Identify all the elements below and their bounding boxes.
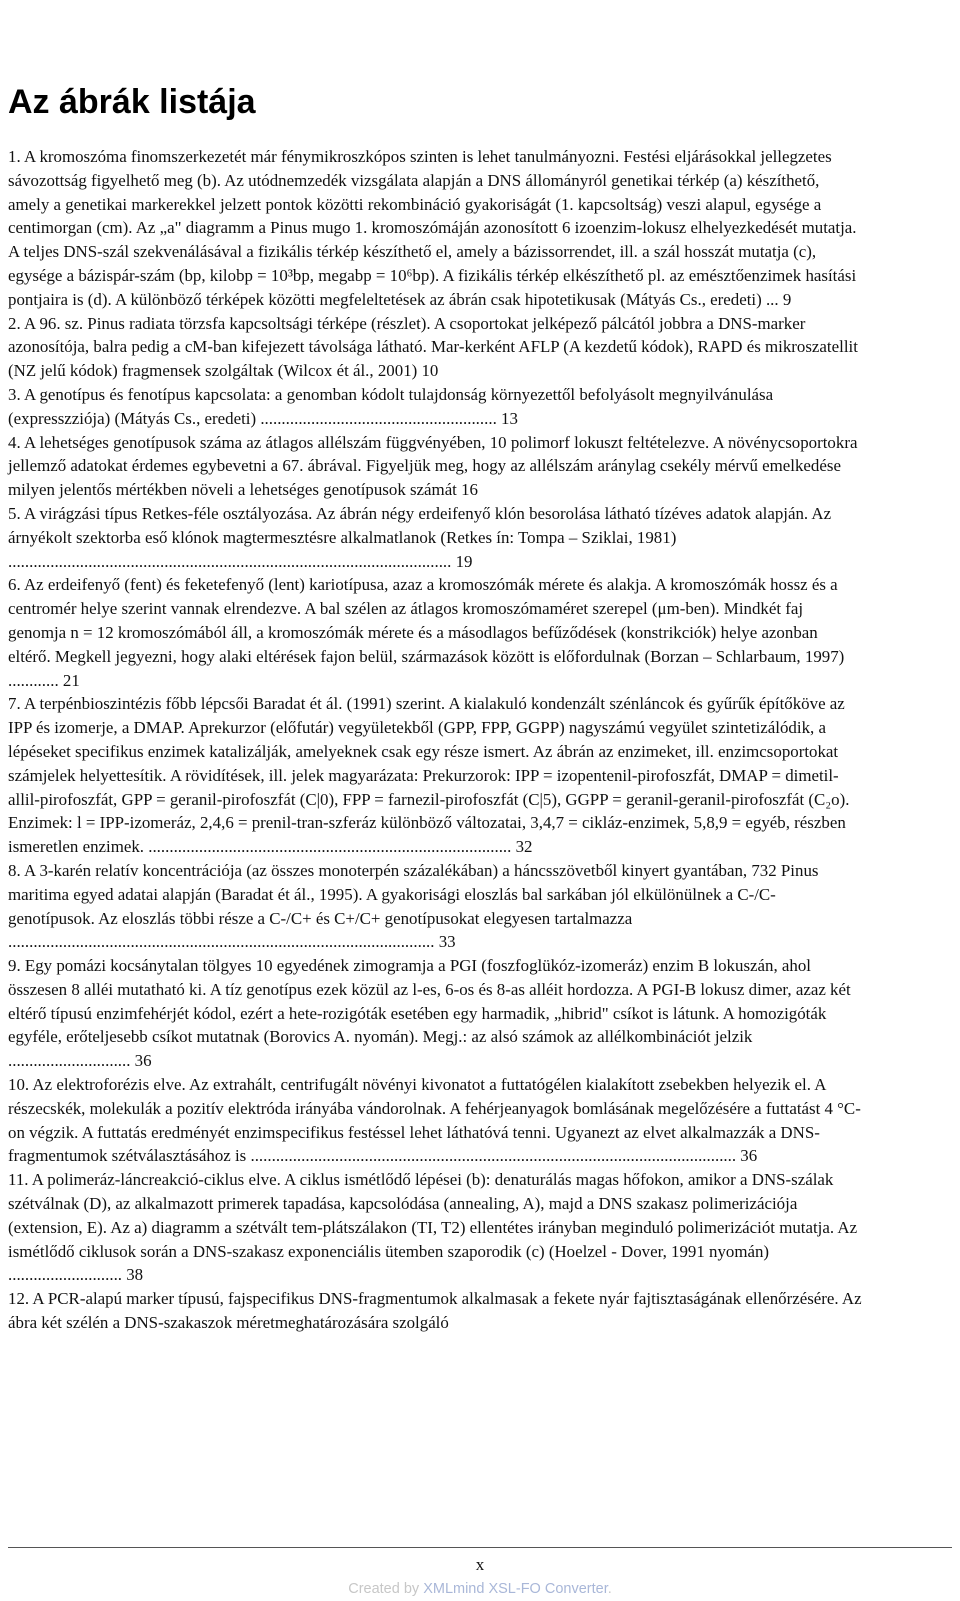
figure-entry-8: 8. A 3-karén relatív koncentrációja (az összes monoterpén százalékában) a háncsszövetből kinyert gyantában, 732 Pinus maritima egyed adatai alapján (Baradat ét ál., 1995). A gyakorisági eloszlás bal sarkában jól elkülönülnek a C-/C- genotípusok. Az eloszlás többi része a C-/C+ és C+/C+ genotípusokat elegyesen tartalmazza ..................................................................................................... 33 bbox=[8, 860, 819, 952]
figure-entry-12: 12. A PCR-alapú marker típusú, fajspecifikus DNS-fragmentumok alkalmasak a fekete nyár fajtisztaságának ellenőrzésére. Az ábra két szélén a DNS-szakaszok méretmeghatározására szolgáló bbox=[8, 1289, 862, 1333]
footer-prefix: Created by bbox=[348, 1581, 424, 1597]
footer-suffix: . bbox=[607, 1581, 612, 1597]
figure-entry-9: 9. Egy pomázi kocsánytalan tölgyes 10 egyedének zimogramja a PGI (foszfoglükóz-izomeráz) enzim B lokuszán, ahol összesen 8 alléi mutatható ki. A tíz genotípus ezek közül az l-es, 6-os és 8-as alléit hordozza. A PGI-B lokusz dimer, azaz két eltérő típusú enzimfehérjét kódol, ezért a hete-rozigóták esetében egy harmadik, „hibrid" csíkot is látunk. A homozigóták egyféle, erőteljesebb csíkot mutatnak (Borovics A. nyomán). Megj.: az alsó számok az allélkombinációt jelzik ............................. 36 bbox=[8, 956, 851, 1071]
figure-entry-11: 11. A polimeráz-láncreakció-ciklus elve. A ciklus ismétlődő lépései (b): denaturálás magas hőfokon, amikor a DNS-szálak szétválnak (D), az alkalmazott primerek tapadása, kapcsolódása (annealing, A), majd a DNS szakasz polimerizációja (extension, E). Az a) diagramm a szétvált tem-plátszálakon (TI, T2) ellentétes irányban meginduló polimerizációt mutatja. Az ismétlődő ciklusok során a DNS-szakasz exponenciális ütemben szaporodik (c) (Hoelzel - Dover, 1991 nyomán) ........................... 38 bbox=[8, 1170, 858, 1285]
figure-entry-5: 5. A virágzási típus Retkes-féle osztályozása. Az ábrán négy erdeifenyő klón besorolása látható tízéves adatok alapján. Az árnyékolt szektorba eső klónok magtermesztésre alkalmatlanok (Retkes ín: Tompa – Sziklai, 1981) ......................................................................................................... 19 bbox=[8, 503, 832, 571]
figure-entry-7: 7. A terpénbioszintézis főbb lépcsői Baradat ét ál. (1991) szerint. A kialakuló kondenzált szénláncok és gyűrűk építőköve az IPP és izomerje, a DMAP. Aprekurzor (előfutár) vegyületekből (GPP, FPP, GGPP) nagyszámú vegyület szintetizálódik, a lépéseket specifikus enzimek katalizálják, amelyeknek csak egy része ismert. Az ábrán az enzimeket, ill. enzimcsoportokat számjelek helyettesítik. A rövidítések, ill. jelek magyarázata: Prekurzorok: IPP = izopentenil-pirofoszfát, DMAP = dimetil-allil-pirofoszfát, GPP = geranil-pirofoszfát (C|0), FPP = farnezil-pirofoszfát (C|5), GGPP = geranil-geranil-pirofoszfát (C₂o). Enzimek: l = IPP-izomeráz, 2,4,6 = prenil-tran-szferáz különböző változatai, 3,4,7 = cikláz-enzimek, 5,8,9 = egyéb, részben ismeretlen enzimek. ...................................................................................... 32 bbox=[8, 694, 850, 857]
page-title: Az ábrák listája bbox=[8, 83, 256, 121]
figure-entry-4: 4. A lehetséges genotípusok száma az átlagos allélszám függvényében, 10 polimorf lokuszt feltételezve. A növénycsoportokra jellemző adatokat érdemes egybevetni a 67. ábrával. Figyeljük meg, hogy az allélszám aránylag csekély mérvű emelkedése milyen jelentős mértékben növeli a lehetséges genotípusok számát 16 bbox=[8, 432, 858, 500]
figure-list bbox=[8, 145, 864, 1335]
figure-entry-2: 2. A 96. sz. Pinus radiata törzsfa kapcsoltsági térképe (részlet). A csoportokat jelképező pálcától jobbra a DNS-marker azonosítója, balra pedig a cM-ban kifejezett távolsága látható. Mar-kerként AFLP (A kezdetű kódok), RAPD és mikroszatellit (NZ jelű kódok) fragmensek szolgáltak (Wilcox ét ál., 2001) 10 bbox=[8, 313, 858, 381]
figure-entry-6: 6. Az erdeifenyő (fent) és feketefenyő (lent) kariotípusa, azaz a kromoszómák mérete és alakja. A kromoszómák hossz és a centromér helye szerint vannak elrendezve. A bal szélen az átlagos kromoszómaméret szerepel (μm-ben). Mindkét faj genomja n = 12 kromoszómából áll, a kromoszómák mérete és a másodlagos befűződések (konstrikciók) helye azonban eltérő. Megkell jegyezni, hogy alaki eltérések fajon belül, származások között is előfordulnak (Borzan – Schlarbaum, 1997) ............ 21 bbox=[8, 575, 845, 690]
converter-footer bbox=[0, 1580, 960, 1598]
page-number: x bbox=[475, 1555, 485, 1574]
figure-entry-1: 1. A kromoszóma finomszerkezetét már fénymikroszkópos szinten is lehet tanulmányozni. Festési eljárásokkal jellegzetes sávozottság figyelhető meg (b). Az utódnemzedék vizsgálata alapján a DNS állományról genetikai térkép (a) készíthető, amely a genetikai markerekkel jelzett pontok közötti rekombináció gyakoriságát (1. kapcsoltság) veszi alapul, egysége a centimorgan (cm). Az „a" diagramm a Pinus mugo 1. kromoszómáján azonosított 6 izoenzim-lokusz elhelyezkedését mutatja. A teljes DNS-szál szekvenálásával a fizikális térkép készíthető el, amely a bázissorrendet, ill. a szál hosszát mutatja (c), egysége a bázispár-szám (bp, kilobp = 10³bp, megabp = 10⁶bp). A fizikális térkép elkészíthető pl. az emésztőenzimek hasítási pontjaira is (d). A különböző térképek közötti megfeleltetések az ábrán csak hipotetikusak (Mátyás Cs., eredeti) ... 9 bbox=[8, 147, 857, 309]
footer-divider bbox=[8, 1547, 952, 1548]
footer-brand-link[interactable]: XMLmind XSL-FO Converter bbox=[423, 1581, 608, 1597]
figure-entry-3: 3. A genotípus és fenotípus kapcsolata: a genomban kódolt tulajdonság környezettől befolyásolt megnyilvánulása (expresszziója) (Mátyás Cs., eredeti) ........................................................ 13 bbox=[8, 384, 774, 428]
figure-entry-10: 10. Az elektroforézis elve. Az extrahált, centrifugált növényi kivonatot a futtatógélen kialakított zsebekben helyezik el. A részecskék, molekulák a pozitív elektróda irányába vándorolnak. A fehérjeanyagok bomlásának megelőzésére a futtatást 4 °C-on végzik. A futtatás eredményét enzimspecifikus festéssel lehet láthatóvá tenni. Ugyanezt az elvet alkalmazzák a DNS-fragmentumok szétválasztásához is ................................................................................................................... 36 bbox=[8, 1075, 861, 1166]
